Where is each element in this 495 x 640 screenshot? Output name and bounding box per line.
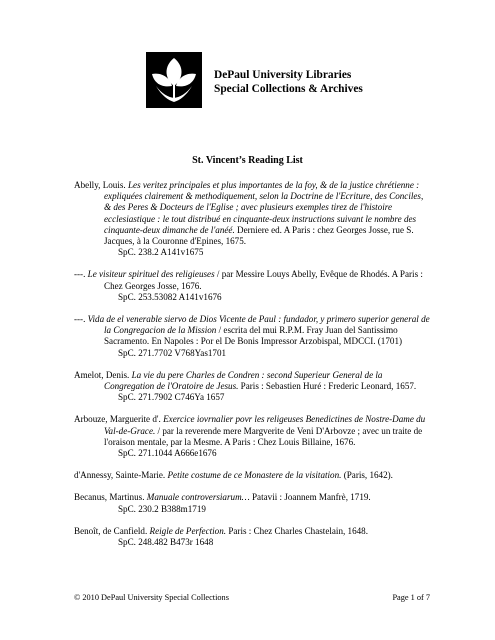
bibliography-entry	[74, 180, 430, 258]
footer-copyright: © 2010 DePaul University Special Collections	[74, 593, 229, 602]
bibliography-entry	[74, 492, 430, 514]
entry-call-number: SpC. 248.482 B473r 1648	[118, 537, 214, 548]
entry-call-number: SpC. 253.53082 A141v1676	[118, 291, 222, 302]
footer-page-number: Page 1 of 7	[392, 593, 430, 602]
reading-list-title: St. Vincent’s Reading List	[192, 155, 303, 166]
entry-title: La vie du pere Charles de Condren : second Superieur General de la Congregation de l'Oratoire de Jesus.	[104, 369, 383, 392]
entry-publication: / par Messire Louys Abelly, Evêque de Rhodés. A Paris : Chez Georges Josse, 1676.	[104, 269, 423, 291]
entry-title: Petite costume de ce Monastere de la visitation.	[167, 470, 342, 481]
bibliography-entry	[74, 370, 430, 404]
entry-publication: Derniere ed. A Paris : chez Georges Josse, rue S. Jacques, à la Couronne d'Epines, 1675.	[104, 224, 414, 247]
library-title	[214, 68, 363, 96]
entry-call-number: SpC. 230.2 B388m1719	[118, 503, 206, 514]
entry-author: Abelly, Louis.	[74, 180, 126, 190]
entry-title: Manuale controversiarum…	[146, 492, 250, 503]
library-title-line1: DePaul University Libraries	[214, 69, 352, 81]
entry-publication: Paris : Chez Charles Chastelain, 1648.	[228, 525, 368, 536]
entry-call-number: SpC. 271.7702 V768Yas1701	[118, 347, 227, 358]
entry-title: Vida de el venerable siervo de Dios Vicente de Paul : fundador, y primero superior general de la Congregacion de la Mission	[87, 314, 430, 336]
page-footer	[74, 593, 430, 602]
bibliography-entry	[74, 269, 430, 303]
entry-author: Amelot, Denis.	[74, 369, 130, 380]
entry-publication: Paris : Sebastien Huré : Frederic Leonard, 1657.	[240, 381, 417, 392]
entry-author: ---.	[74, 314, 86, 325]
entry-call-number: SpC. 238.2 A141v1675	[118, 247, 204, 258]
entry-publication: / par la reverende mere Margverite de Veni D'Arbovze ; avec un traite de l'oraison mentale, par la Mesme. A Paris : Chez Louis Billaine, 1676.	[104, 425, 423, 447]
bibliography-entry	[74, 414, 430, 459]
entry-title: Reigle de Perfection.	[149, 525, 227, 536]
entry-call-number: SpC. 271.7902 C746Ya 1657	[118, 392, 225, 403]
entry-publication: / escrita del mui R.P.M. Fray Juan del Santissimo Sacramento. En Napoles : Por el De Bonis Impressor Arzobispal, MDCCI. (1701)	[104, 325, 403, 347]
entry-author: Becanus, Martinus.	[74, 492, 145, 503]
entry-publication: (Paris, 1642).	[343, 470, 393, 481]
bibliography-list	[74, 180, 430, 559]
entry-call-number: SpC. 271.1044 A666e1676	[118, 448, 217, 459]
bibliography-entry	[74, 526, 430, 548]
entry-author: d'Annessy, Sainte-Marie.	[74, 470, 166, 481]
entry-title: Le visiteur spirituel des religieuses	[87, 269, 215, 280]
entry-author: ---.	[74, 269, 86, 280]
entry-title: Exercice iovrnalier povr les religeuses Benedictines de Nostre-Dame du Val-de-Grace.	[104, 414, 426, 436]
library-title-line2: Special Collections & Archives	[214, 83, 363, 95]
entry-title: Les veritez principales et plus importantes de la foy, & de la justice chrétienne : expliquées clairement & methodiquement, selon la Doctrine de l'Ecriture, des Conciles, & des Peres & Docteurs de l'Eglise ; avec plusieurs exemples tirez de l'histoire ecclesiastique : le tout distribué en cinquante-deux instructions suivant le nombre des cinquante-deux dimanche de l'anéé.	[104, 180, 424, 235]
depaul-leaf-shield-icon	[146, 52, 202, 108]
entry-publication: Patavii : Joannem Manfrè, 1719.	[252, 492, 371, 503]
bibliography-entry	[74, 470, 430, 481]
entry-author: Arbouze, Marguerite d'.	[74, 414, 161, 425]
entry-author: Benoît, de Canfield.	[74, 525, 148, 536]
bibliography-entry	[74, 314, 430, 359]
